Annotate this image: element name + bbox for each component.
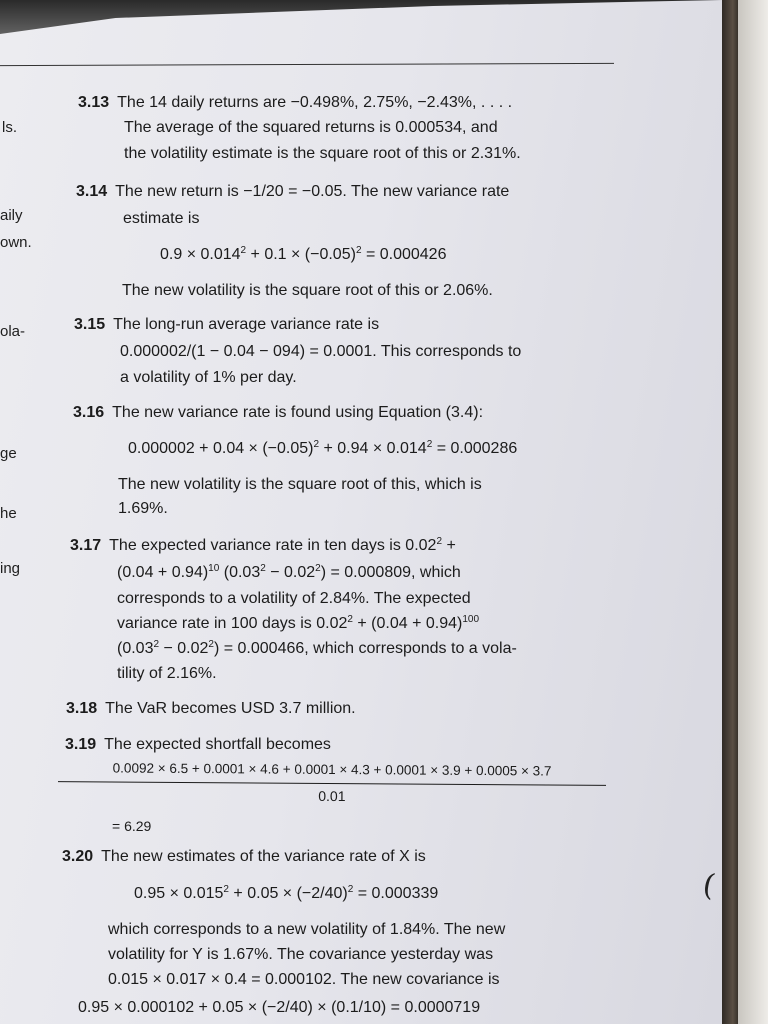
answer-3-17-line: corresponds to a volatility of 2.84%. The expected (117, 590, 471, 607)
answer-3-15-line: a volatility of 1% per day. (120, 369, 297, 386)
answer-3-17-line: 3.17 The expected variance rate in ten days is $0.02^2$ + (70, 536, 456, 554)
answer-3-16-equation: $0.000002 + 0.04 \times (-0.05)^2 + 0.94 \times 0.014^2 = 0.000286$ (128, 439, 518, 457)
answer-number: 3.15 (74, 316, 106, 333)
answer-3-18-line: 3.18 The VaR becomes USD 3.7 million. (66, 700, 356, 717)
answer-3-13-line: The average of the squared returns is 0.000534, and (124, 119, 498, 136)
answer-3-20-line: 3.20 The new estimates of the variance rate of X is (62, 848, 426, 865)
margin-fragment: ge (0, 445, 17, 462)
margin-fragment: ing (0, 560, 21, 577)
answer-3-20-line: which corresponds to a new volatility of 1.84%. The new (108, 921, 506, 938)
answer-number: 3.20 (62, 848, 94, 865)
answer-3-14-line: The new volatility is the square root of this or 2.06%. (122, 282, 493, 299)
margin-fragment: ls. (2, 119, 17, 136)
answer-number: 3.19 (65, 736, 97, 753)
answer-3-16-line: The new volatility is the square root of this, which is (118, 476, 482, 493)
answer-3-16-line: 3.16 The new variance rate is found using Equation (3.4): (73, 404, 484, 421)
answer-3-20-line: 0.95 × 0.000102 + 0.05 × (−2/40) × (0.1/10) = 0.0000719 (78, 999, 481, 1016)
fraction-denominator: 0.01 (318, 787, 346, 805)
answer-number: 3.14 (76, 183, 108, 200)
answer-number: 3.17 (70, 537, 102, 554)
expected-shortfall-fraction (58, 758, 606, 808)
margin-fragment: own. (0, 234, 32, 251)
margin-fragment: he (0, 505, 17, 522)
fraction-numerator: 0.0092 × 6.5 + 0.0001 × 4.6 + 0.0001 × 4.3 + 0.0001 × 3.9 + 0.0005 × 3.7 (112, 760, 552, 779)
answer-3-17-line: $(0.04 + 0.94)^{10}$ $(0.03^2 - 0.02^2) = 0.000809$, which (117, 563, 461, 581)
answer-3-17-line: tility of 2.16%. (117, 665, 217, 682)
answer-3-20-line: volatility for Y is 1.67%. The covariance yesterday was (108, 946, 494, 963)
answer-3-17-line: $(0.03^2 - 0.02^2) = 0.000466$, which corresponds to a vola- (117, 639, 517, 657)
margin-fragment: aily (0, 207, 23, 224)
answer-3-14-line: 3.14 The new return is −1/20 = −0.05. The new variance rate (76, 183, 510, 200)
answer-3-15-line: 3.15 The long-run average variance rate is (74, 316, 380, 333)
answer-3-19-result: = 6.29 (112, 818, 152, 834)
page-curl-mark: ( (700, 867, 718, 904)
answer-3-17-line: variance rate in 100 days is $0.02^2 + (0.04 + 0.94)^{100}$ (117, 614, 480, 632)
answer-3-14-line: estimate is (123, 210, 200, 227)
answer-3-19-line: 3.19 The expected shortfall becomes (65, 736, 331, 753)
answer-3-14-equation: $0.9 \times 0.014^2 + 0.1 \times (-0.05)^2 = 0.000426$ (160, 245, 447, 263)
answer-number: 3.16 (73, 404, 105, 421)
answer-3-13-line: the volatility estimate is the square root of this or 2.31%. (124, 145, 521, 162)
answer-number: 3.13 (78, 94, 110, 111)
margin-fragment: ola- (0, 323, 26, 340)
answer-3-20-equation: $0.95 \times 0.015^2 + 0.05 \times (-2/40)^2 = 0.000339$ (134, 884, 439, 902)
answer-3-16-line: 1.69%. (118, 500, 168, 517)
answer-3-20-line: 0.015 × 0.017 × 0.4 = 0.000102. The new covariance is (108, 971, 500, 988)
answer-number: 3.18 (66, 700, 98, 717)
answer-3-13-line: 3.13 The 14 daily returns are −0.498%, 2.75%, −2.43%, . . . . (78, 94, 513, 111)
answer-3-15-line: 0.000002/(1 − 0.04 − 094) = 0.0001. This corresponds to (120, 343, 522, 360)
